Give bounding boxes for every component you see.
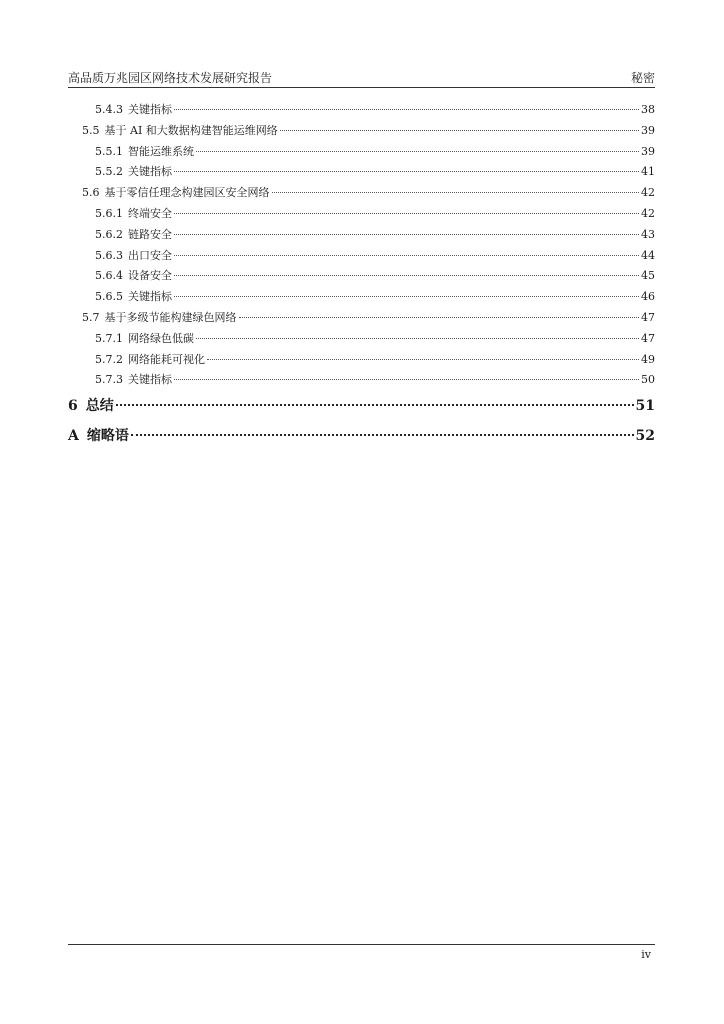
toc-entry[interactable] xyxy=(68,370,655,391)
toc-number: 5.6.4 xyxy=(95,269,123,283)
toc-leader-dots xyxy=(174,255,639,256)
toc-label: 基于 AI 和大数据构建智能运维网络 xyxy=(104,123,278,137)
toc-label: 关键指标 xyxy=(128,165,172,179)
toc-entry[interactable] xyxy=(68,287,655,308)
toc-leader-dots xyxy=(207,359,639,360)
toc-label: 基于多级节能构建绿色网络 xyxy=(104,310,237,324)
toc-entry[interactable] xyxy=(68,162,655,183)
toc-leader-dots xyxy=(196,338,639,339)
toc-number: 5.6.5 xyxy=(95,290,123,304)
toc-entry[interactable] xyxy=(68,308,655,329)
toc-leader-dots xyxy=(174,213,639,214)
toc-label: 缩略语 xyxy=(86,428,129,445)
toc-page-number: 39 xyxy=(641,144,655,158)
toc-page-number: 39 xyxy=(641,123,655,137)
toc-label: 出口安全 xyxy=(128,248,172,262)
toc-entry[interactable] xyxy=(68,204,655,225)
document-title: 高品质万兆园区网络技术发展研究报告 xyxy=(68,71,273,85)
toc-number: 5.7 xyxy=(82,310,100,324)
toc-label: 智能运维系统 xyxy=(128,144,194,158)
classification-label: 秘密 xyxy=(630,71,655,85)
toc-number: 5.5.1 xyxy=(95,144,123,158)
toc-entry[interactable] xyxy=(68,225,655,246)
toc-number: 5.6.3 xyxy=(95,248,123,262)
toc-label: 链路安全 xyxy=(128,227,172,241)
toc-label: 网络能耗可视化 xyxy=(128,352,205,366)
toc-page-number: 38 xyxy=(641,103,655,116)
toc-label: 基于零信任理念构建园区安全网络 xyxy=(104,186,270,200)
toc-label: 关键指标 xyxy=(128,373,172,387)
header-divider xyxy=(68,87,655,88)
toc-page-number: 44 xyxy=(641,248,655,262)
toc-leader-dots xyxy=(272,192,640,193)
toc-page-number: 43 xyxy=(641,227,655,241)
toc-page-number: 45 xyxy=(641,269,655,283)
toc-entry[interactable] xyxy=(68,183,655,204)
toc-page-number: 50 xyxy=(641,373,655,387)
toc-number: A xyxy=(68,428,79,445)
toc-leader-dots xyxy=(174,171,639,172)
toc-entry-chapter[interactable] xyxy=(68,421,655,451)
toc-page-number: 46 xyxy=(641,290,655,304)
toc-leader-dots xyxy=(131,434,634,436)
toc-leader-dots xyxy=(174,379,639,380)
toc-page-number: 42 xyxy=(641,186,655,200)
toc-page-number: 47 xyxy=(641,331,655,345)
toc-leader-dots xyxy=(174,296,639,297)
toc-number: 5.5 xyxy=(82,123,100,137)
toc-entry[interactable] xyxy=(68,142,655,163)
toc-label: 网络绿色低碳 xyxy=(128,331,194,345)
footer-divider xyxy=(68,944,655,945)
toc-leader-dots xyxy=(174,275,639,276)
toc-entry[interactable] xyxy=(68,329,655,350)
toc-number: 5.7.1 xyxy=(95,331,123,345)
toc-page-number: 41 xyxy=(641,165,655,179)
toc-number: 5.4.3 xyxy=(95,103,123,116)
toc-page-number: 49 xyxy=(641,352,655,366)
toc-leader-dots xyxy=(196,151,639,152)
toc-number: 5.6 xyxy=(82,186,100,200)
toc-entry-chapter[interactable] xyxy=(68,391,655,421)
page-header xyxy=(68,70,655,86)
toc-number: 6 xyxy=(68,398,78,415)
toc-label: 总结 xyxy=(85,398,114,415)
toc-leader-dots xyxy=(280,130,639,131)
toc-entry[interactable] xyxy=(68,266,655,287)
toc-leader-dots xyxy=(174,109,639,110)
toc-entry[interactable] xyxy=(68,246,655,267)
table-of-contents xyxy=(68,100,655,451)
toc-number: 5.6.2 xyxy=(95,227,123,241)
toc-entry[interactable] xyxy=(68,350,655,371)
toc-number: 5.5.2 xyxy=(95,165,123,179)
toc-number: 5.6.1 xyxy=(95,206,123,220)
toc-page-number: 52 xyxy=(635,428,655,445)
toc-page-number: 51 xyxy=(635,398,655,415)
toc-label: 设备安全 xyxy=(128,269,172,283)
toc-page-number: 47 xyxy=(641,310,655,324)
toc-leader-dots xyxy=(239,317,640,318)
toc-leader-dots xyxy=(116,404,634,406)
toc-label: 终端安全 xyxy=(128,206,172,220)
toc-leader-dots xyxy=(174,234,639,235)
toc-entry[interactable] xyxy=(68,121,655,142)
toc-number: 5.7.2 xyxy=(95,352,123,366)
page-number: iv xyxy=(641,948,651,961)
toc-label: 关键指标 xyxy=(128,290,172,304)
toc-page-number: 42 xyxy=(641,206,655,220)
toc-label: 关键指标 xyxy=(128,103,172,116)
toc-number: 5.7.3 xyxy=(95,373,123,387)
toc-entry[interactable] xyxy=(68,100,655,121)
